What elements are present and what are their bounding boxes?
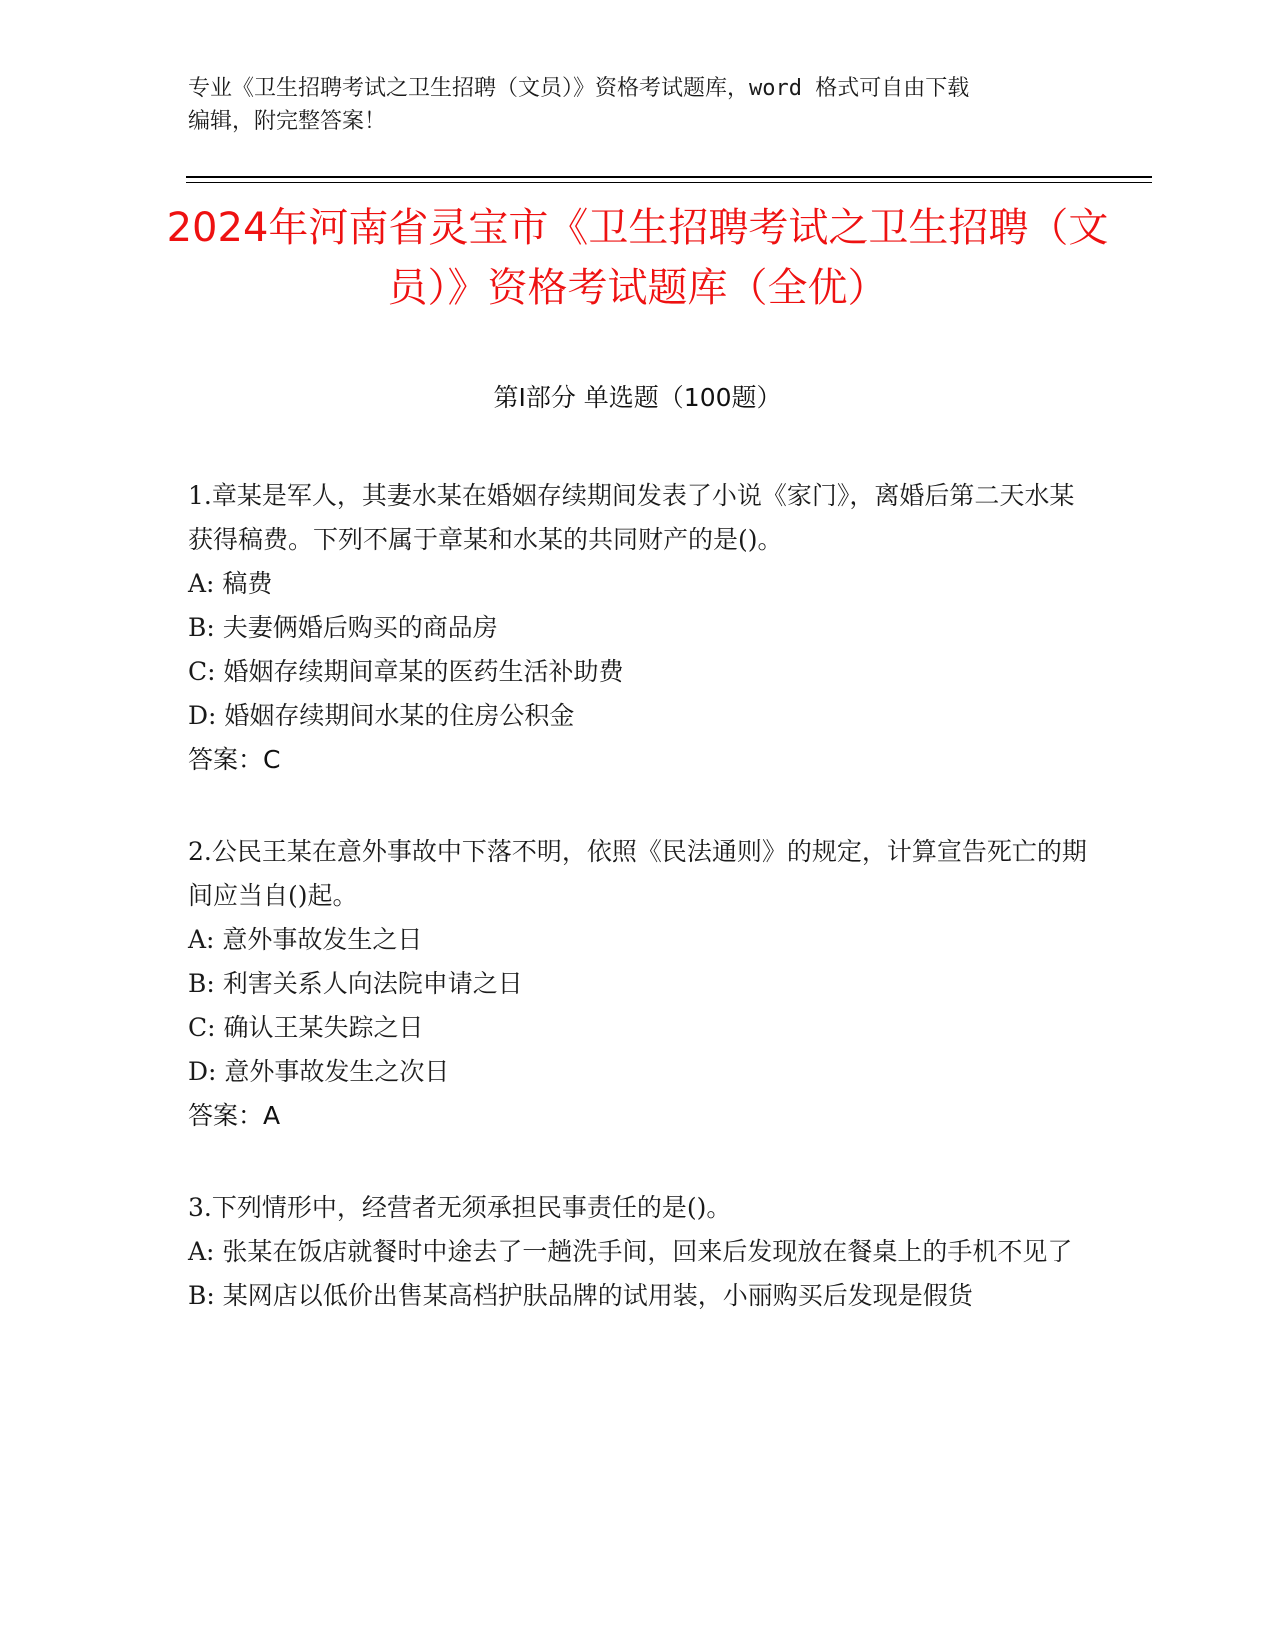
header-divider-thin	[186, 182, 1152, 183]
option-b: B: 某网店以低价出售某高档护肤品牌的试用装，小丽购买后发现是假货	[188, 1281, 973, 1310]
document-title: 2024年河南省灵宝市《卫生招聘考试之卫生招聘（文员）》资格考试题库（全优）	[166, 205, 1109, 311]
option-b: B: 利害关系人向法院申请之日	[188, 969, 523, 998]
option-a: A: 意外事故发生之日	[188, 925, 423, 954]
option-d: D: 婚姻存续期间水某的住房公积金	[188, 701, 575, 730]
question-list	[188, 474, 1088, 1366]
option-c: C: 确认王某失踪之日	[188, 1013, 424, 1042]
question-2	[188, 830, 1088, 1138]
question-text: 2.公民王某在意外事故中下落不明，依照《民法通则》的规定，计算宣告死亡的期间应当自()起。	[188, 837, 1087, 910]
question-1	[188, 474, 1088, 782]
answer: 答案：A	[188, 1101, 281, 1130]
option-c: C: 婚姻存续期间章某的医药生活补助费	[188, 657, 624, 686]
header-note: 专业《卫生招聘考试之卫生招聘（文员）》资格考试题库，word 格式可自由下载 编辑，附完整答案！	[188, 76, 970, 134]
section-title: 第Ⅰ部分 单选题（100题）	[493, 383, 782, 412]
option-b: B: 夫妻俩婚后购买的商品房	[188, 613, 498, 642]
answer: 答案：C	[188, 745, 281, 774]
option-a: A: 稿费	[188, 569, 273, 598]
header-divider-thick	[186, 176, 1152, 178]
question-3	[188, 1186, 1088, 1318]
option-d: D: 意外事故发生之次日	[188, 1057, 450, 1086]
question-text: 3.下列情形中，经营者无须承担民事责任的是()。	[188, 1193, 732, 1222]
option-a: A: 张某在饭店就餐时中途去了一趟洗手间，回来后发现放在餐桌上的手机不见了	[188, 1237, 1073, 1266]
question-text: 1.章某是军人，其妻水某在婚姻存续期间发表了小说《家门》，离婚后第二天水某获得稿费。下列不属于章某和水某的共同财产的是()。	[188, 481, 1075, 554]
